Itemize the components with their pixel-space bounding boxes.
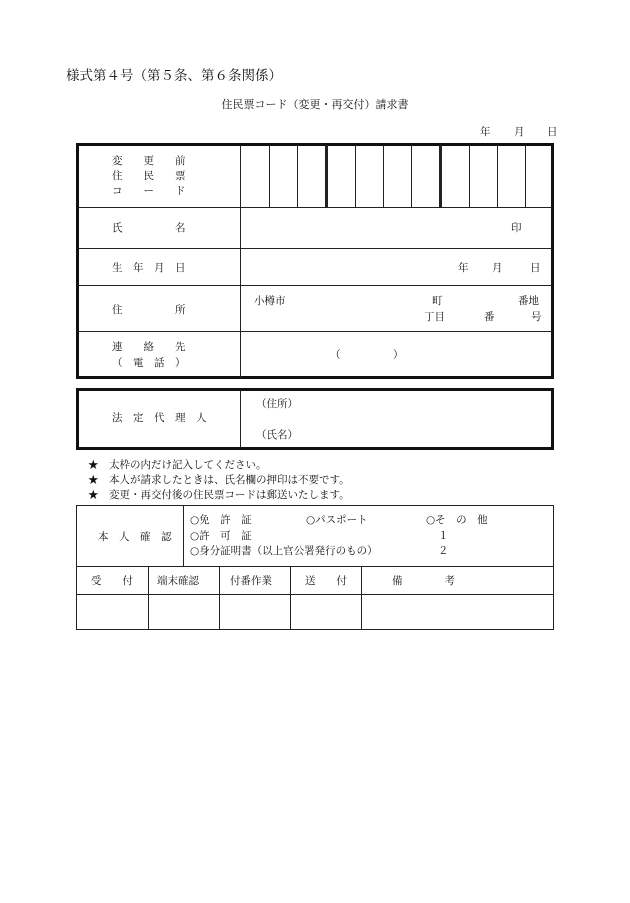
birth-label: 生 年 月 日: [112, 262, 186, 274]
agent-address-label[interactable]: （住所）: [256, 398, 298, 410]
header-remarks: 備 考: [392, 575, 455, 587]
date-year: 年: [480, 126, 491, 138]
col-divider: [290, 566, 291, 630]
agent-label: 法 定 代 理 人: [112, 412, 207, 424]
code-digit-cell[interactable]: [469, 145, 470, 207]
code-digit-cell[interactable]: [525, 145, 526, 207]
note-1: ★ 太枠の内だけ記入してください。: [88, 459, 267, 471]
option-other[interactable]: ○そ の 他: [426, 514, 488, 526]
address-label: 住 所: [112, 304, 186, 316]
birth-month: 月: [492, 262, 503, 274]
code-group-divider: [439, 145, 442, 207]
note-3: ★ 変更・再交付後の住民票コードは郵送いたします。: [88, 489, 350, 501]
code-digit-cell[interactable]: [411, 145, 412, 207]
header-reception: 受 付: [91, 575, 133, 587]
verify-divider: [183, 505, 184, 566]
code-digit-cell[interactable]: [383, 145, 384, 207]
other-number-1: １: [438, 530, 449, 542]
birth-day: 日: [530, 262, 541, 274]
option-passport[interactable]: ○パスポート: [306, 514, 368, 526]
code-group-divider: [325, 145, 328, 207]
option-license[interactable]: ○免 許 証: [190, 514, 252, 526]
address-banchi: 番地: [518, 295, 539, 307]
note-2: ★ 本人が請求したときは、氏名欄の押印は不要です。: [88, 474, 350, 486]
col-divider: [219, 566, 220, 630]
header-terminal-check: 端末確認: [157, 575, 199, 587]
row-divider: [78, 285, 552, 286]
option-id-certificate[interactable]: ○身分証明書（以上官公署発行のもの）: [190, 545, 378, 557]
date-month: 月: [514, 126, 525, 138]
date-day: 日: [547, 126, 558, 138]
option-permit[interactable]: ○許 可 証: [190, 530, 252, 542]
address-go: 号: [531, 311, 542, 323]
document-title: 住民票コード（変更・再交付）請求書: [221, 98, 409, 111]
code-label-line2: 住 民 票: [112, 170, 186, 182]
code-label-line1: 変 更 前: [112, 155, 186, 167]
code-digit-cell[interactable]: [269, 145, 270, 207]
code-digit-cell[interactable]: [497, 145, 498, 207]
seal-mark: 印: [511, 222, 522, 234]
birth-year: 年: [458, 262, 469, 274]
address-town: 町: [432, 295, 443, 307]
row-divider: [78, 331, 552, 332]
verification-label: 本 人 確 認: [98, 531, 172, 543]
header-sending: 送 付: [305, 575, 347, 587]
agent-name-label[interactable]: （氏名）: [256, 429, 298, 441]
code-digit-cell[interactable]: [297, 145, 298, 207]
other-number-2: ２: [438, 545, 449, 557]
code-digit-cell[interactable]: [355, 145, 356, 207]
label-column-divider: [240, 145, 241, 378]
contact-label-line1: 連 絡 先: [112, 341, 186, 353]
row-divider: [78, 207, 552, 208]
col-divider: [361, 566, 362, 630]
agent-column-divider: [240, 390, 241, 448]
address-ban: 番: [484, 311, 495, 323]
name-label: 氏 名: [112, 222, 186, 234]
row-divider: [78, 248, 552, 249]
code-label-line3: コ ー ド: [112, 185, 186, 197]
contact-label-line2: （ 電 話 ）: [112, 357, 186, 369]
col-divider: [148, 566, 149, 630]
address-city: 小樽市: [254, 295, 286, 307]
header-numbering: 付番作業: [230, 575, 272, 587]
form-number: 様式第４号（第５条、第６条関係）: [66, 68, 282, 84]
phone-parens[interactable]: （ ）: [330, 349, 404, 361]
address-chome: 丁目: [424, 311, 445, 323]
